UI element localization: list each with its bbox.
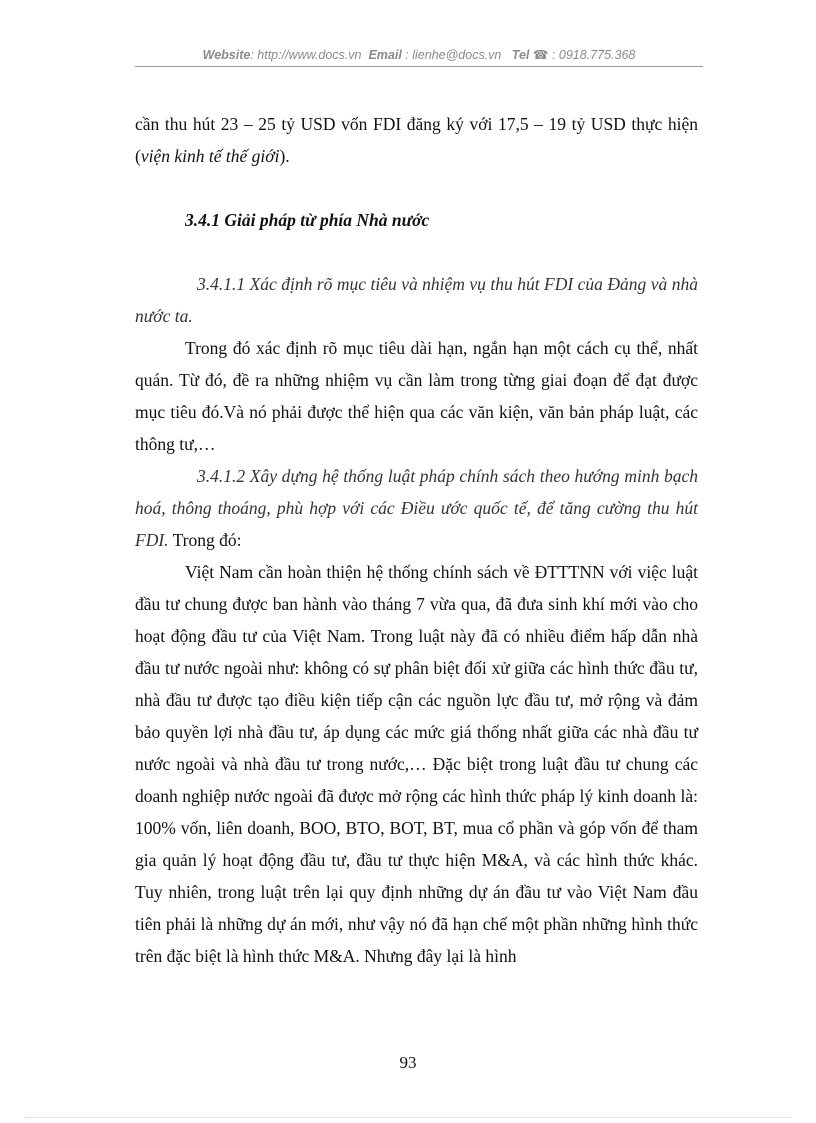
subsection-2-tail: Trong đó:: [168, 530, 242, 550]
intro-end: ).: [279, 146, 290, 166]
paragraph-intro: [135, 108, 698, 172]
section-heading: 3.4.1 Giải pháp từ phía Nhà nước: [185, 210, 430, 230]
page-header: [135, 47, 703, 62]
document-body: [135, 108, 698, 972]
page-number: 93: [399, 1053, 417, 1072]
tel-value: ☎ : 0918.775.368: [532, 48, 636, 62]
website-label: Website: [202, 48, 251, 62]
intro-source: viện kinh tế thế giới: [140, 146, 280, 166]
subsection-2-title: 3.4.1.2 Xây dựng hệ thống luật pháp chính sách theo hướng minh bạch hoá, thông thoáng, phù hợp với các Điều ước quốc tế, để tăng cường thu hút FDI.: [135, 466, 698, 550]
paragraph-law: Việt Nam cần hoàn thiện hệ thống chính sách về ĐTTTNN với việc luật đầu tư chung được ban hành vào tháng 7 vừa qua, đã đưa sinh khí mới vào cho hoạt động đầu tư của Việt Nam. Trong luật này đã có nhiều điểm hấp dẫn nhà đầu tư nước ngoài như: không có sự phân biệt đối xử giữa các hình thức đầu tư, nhà đầu tư được tạo điều kiện tiếp cận các nguồn lực đầu tư, mở rộng và đảm bảo quyền lợi nhà đầu tư, áp dụng các mức giá thống nhất giữa các nhà đầu tư nước ngoài và nhà đầu tư trong nước,… Đặc biệt trong luật đầu tư chung các doanh nghiệp nước ngoài đã được mở rộng các hình thức pháp lý kinh doanh là: 100% vốn, liên doanh, BOO, BTO, BOT, BT, mua cổ phần và góp vốn để tham gia quản lý hoạt động đầu tư, đầu tư thực hiện M&A, và các hình thức khác. Tuy nhiên, trong luật trên lại quy định những dự án đầu tư vào Việt Nam đầu tiên phải là những dự án mới, như vậy nó đã hạn chế một phần những hình thức trên đặc biệt là hình thức M&A. Nhưng đây lại là hình: [135, 562, 698, 966]
email-label: Email: [368, 48, 402, 62]
page-bottom-border: [24, 1117, 792, 1118]
website-value: : http://www.docs.vn: [250, 48, 362, 62]
paragraph-objectives: Trong đó xác định rõ mục tiêu dài hạn, ngắn hạn một cách cụ thể, nhất quán. Từ đó, đề ra những nhiệm vụ cần làm trong từng giai đoạn để đạt được mục tiêu đó.Và nó phải được thể hiện qua các văn kiện, văn bản pháp luật, các thông tư,…: [135, 338, 698, 454]
subsection-2: [135, 460, 698, 556]
subsection-1: 3.4.1.1 Xác định rõ mục tiêu và nhiệm vụ thu hút FDI của Đảng và nhà nước ta.: [135, 274, 698, 326]
email-value: : lienhe@docs.vn: [405, 48, 502, 62]
header-divider: [135, 66, 703, 67]
intro-text: cần thu hút 23 – 25 tỷ USD vốn FDI đăng ký với 17,5 – 19 tỷ USD thực hiện (: [135, 114, 698, 166]
tel-label: Tel: [511, 48, 530, 62]
